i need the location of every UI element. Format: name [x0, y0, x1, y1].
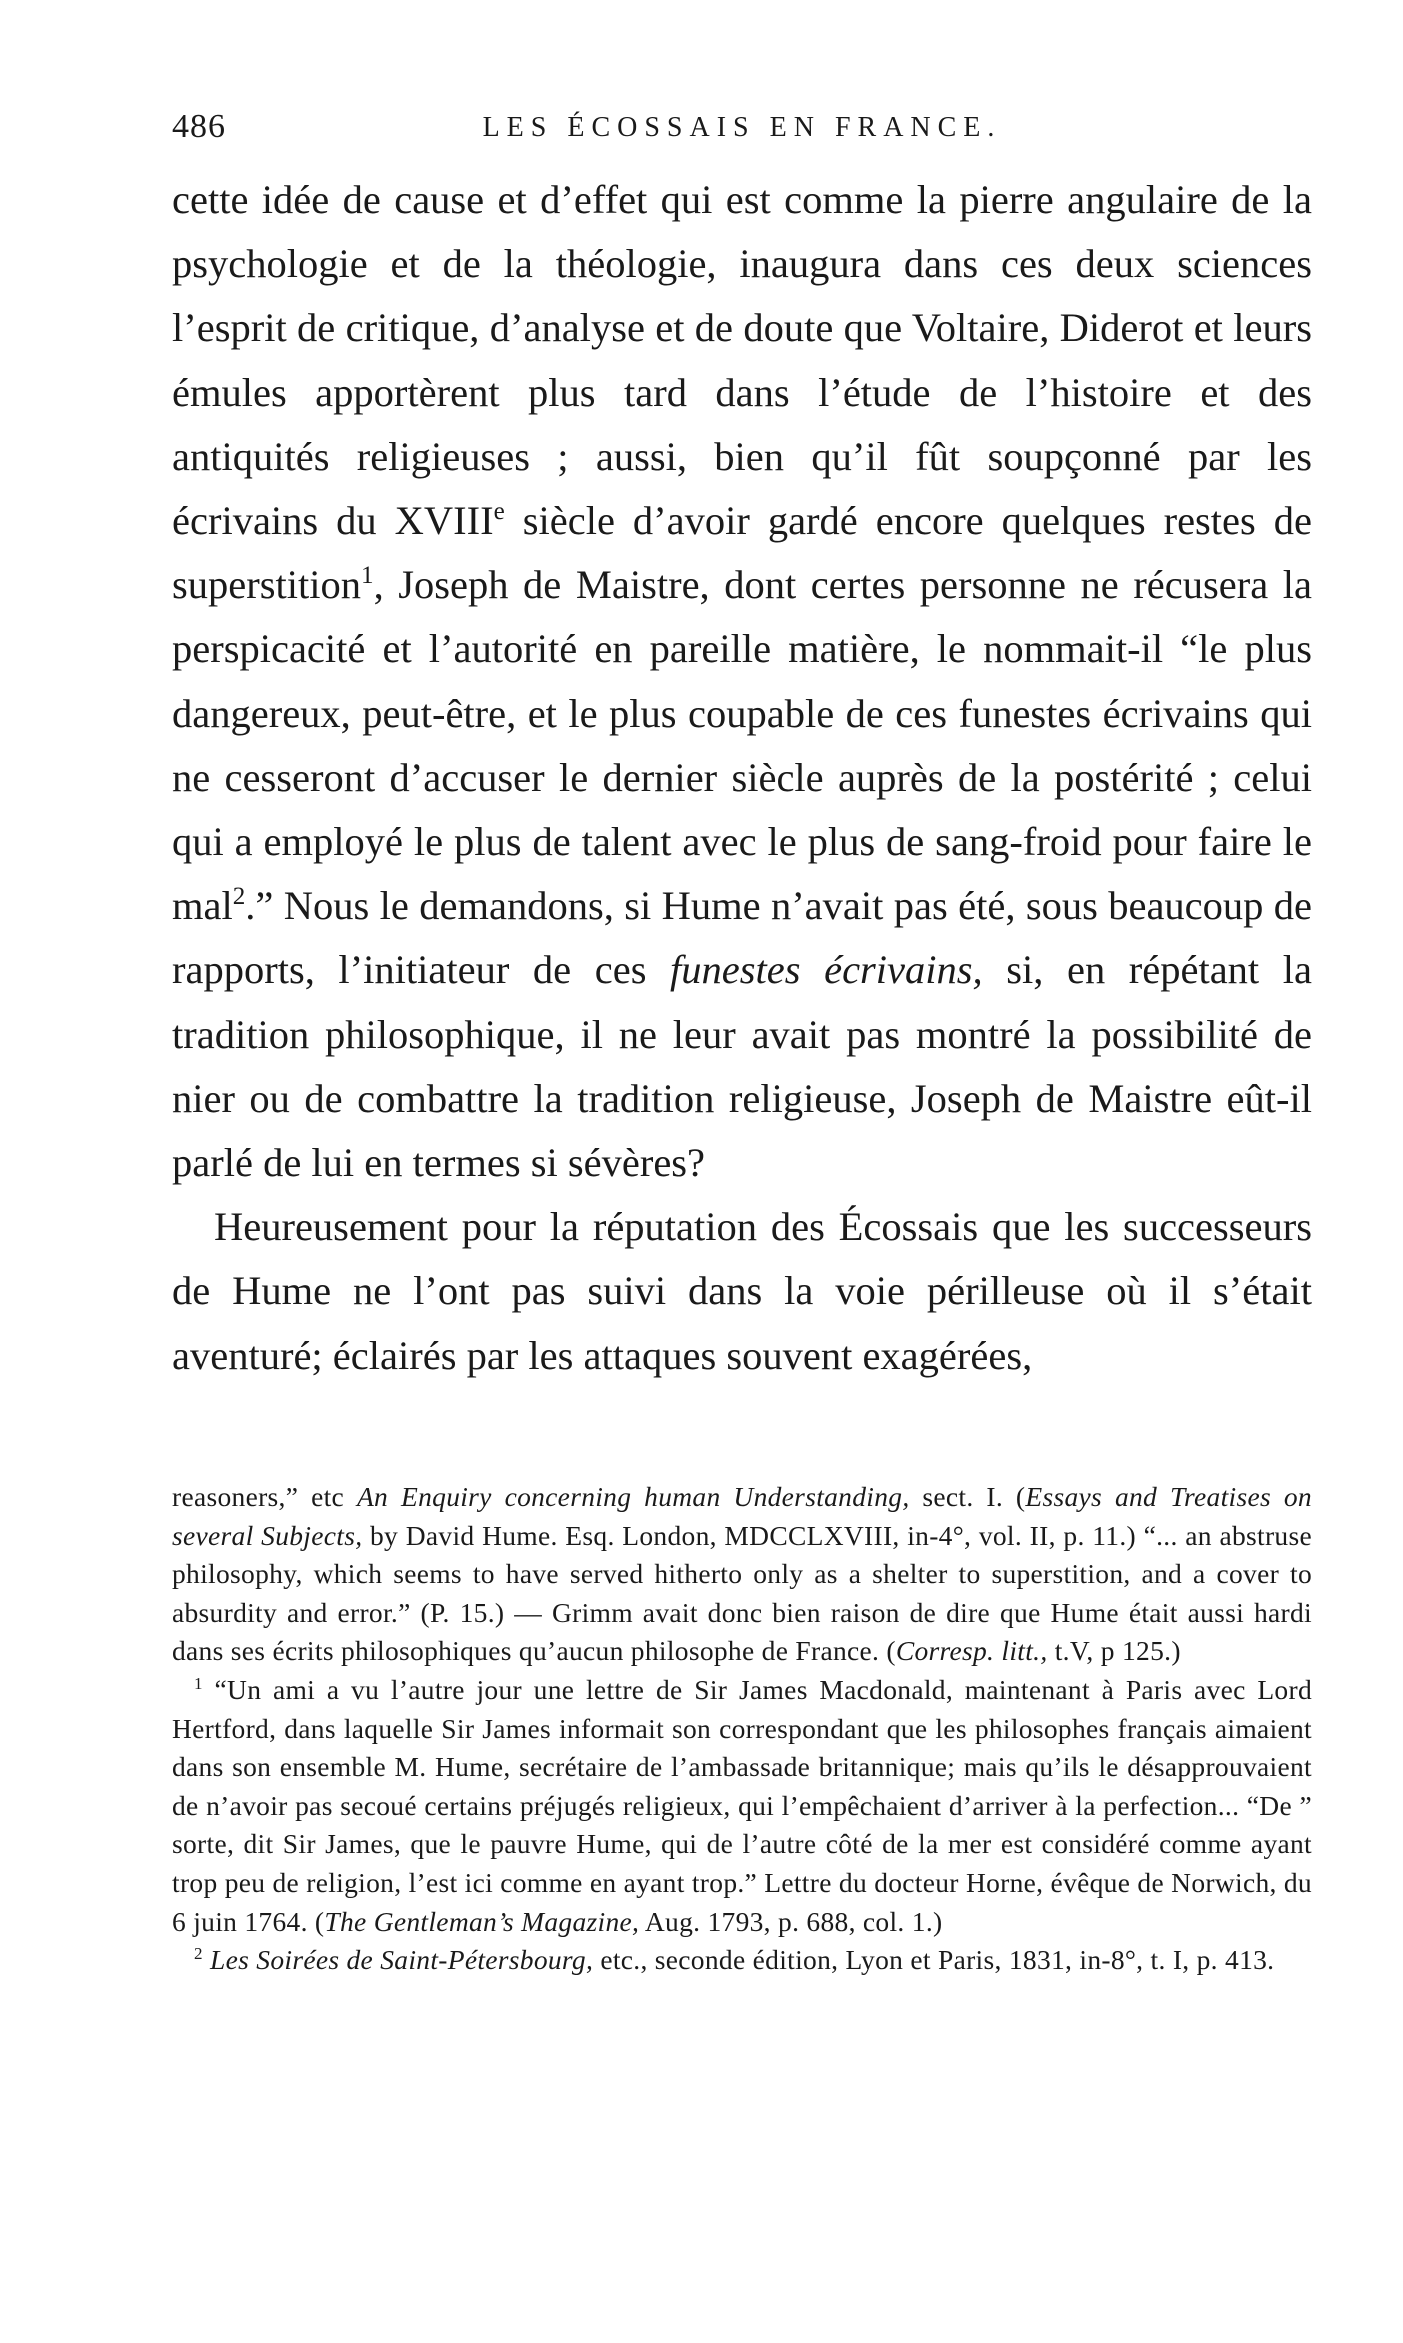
body-paragraph-2: Heureusement pour la réputation des Écossais que les successeurs de Hume ne l’ont pas suivi dans la voie périlleuse où il s’était aventuré; éclairés par les attaques souvent exagérées, — [172, 1204, 1312, 1378]
century-superscript: e — [493, 497, 505, 525]
running-header — [172, 108, 1312, 152]
running-title: LES ÉCOSSAIS EN FRANCE. — [482, 112, 1002, 143]
body-paragraph-1: cette idée de cause et d’effet qui est comme la pierre angulaire de la psychologie et de la théologie, inaugura dans ces deux sciences l’esprit de critique, d’analyse et de doute que Voltaire, Diderot et leurs émules apportèrent plus tard dans l’étude de l’histoire et des antiquités religieuses ; aussi, bien qu’il fût soupçonné par les écrivains du XVIIIe siècle d’avoir gardé encore quelques restes de superstition$^1$, Joseph de Maistre, dont certes personne ne récusera la perspicacité et l’autorité en pareille matière, le nommait-il “le plus dangereux, peut-être, et le plus coupable de ces funestes écrivains qui ne cesseront d’accuser le dernier siècle auprès de la postérité ; celui qui a employé le plus de talent avec le plus de sang-froid pour faire le mal$^2$.” Nous le demandons, si Hume n’avait pas été, sous beaucoup de rapports, l’initiateur de ces funestes écrivains, si, en répétant la tradition philosophique, il ne leur avait pas montré la possibilité de nier ou de combattre la tradition religieuse, Joseph de Maistre eût-il parlé de lui en termes si sévères? — [172, 177, 1312, 1186]
footnote-1: $^1$ “Un ami a vu l’autre jour une lettre de Sir James Macdonald, maintenant à Paris avec Lord Hertford, dans laquelle Sir James informait son correspondant que les philosophes français aimaient dans son ensemble M. Hume, secrétaire de l’ambassade britannique; mais qu’ils le désapprouvaient de n’avoir pas secoué certains préjugés religieux, qui l’empêchaient d’arriver à la perfection... “De ” sorte, dit Sir James, que le pauvre Hume, qui de l’autre côté de la mer est considéré comme ayant trop peu de religion, l’est ici comme en ayant trop.” Lettre du docteur Horne, évêque de Norwich, du 6 juin 1764. (The Gentleman’s Magazine, Aug. 1793, p. 688, col. 1.) — [172, 1673, 1312, 1937]
footnote-ref-1[interactable]: 1 — [361, 562, 374, 590]
footnotes — [172, 1478, 1312, 1980]
footnote-number-2: 2 — [194, 1943, 203, 1963]
footnote-ref-2[interactable]: 2 — [232, 883, 246, 911]
emphasis-funestes-ecrivains: funestes écrivains, — [670, 947, 983, 993]
page-number: 486 — [172, 108, 226, 145]
footnote-continuation: reasoners,” etc An Enquiry concerning human Understanding, sect. I. (Essays and Treatises on several Subjects, by David Hume. Esq. London, MDCCLXVIII, in-4°, vol. II, p. 11.) “... an abstruse philosophy, which seems to have served hitherto only as a shelter to superstition, and a cover to absurdity and error.” (P. 15.) — Grimm avait donc bien raison de dire que Hume était aussi hardi dans ses écrits philosophiques qu’aucun philosophe de France. (Corresp. litt., t.V, p 125.) — [172, 1481, 1312, 1667]
main-text — [172, 168, 1312, 1388]
footnote-2: $^2$ Les Soirées de Saint-Pétersbourg, etc., seconde édition, Lyon et Paris, 1831, in-8°, t. I, p. 413. — [194, 1943, 1275, 1976]
footnote-number-1: 1 — [194, 1673, 203, 1693]
